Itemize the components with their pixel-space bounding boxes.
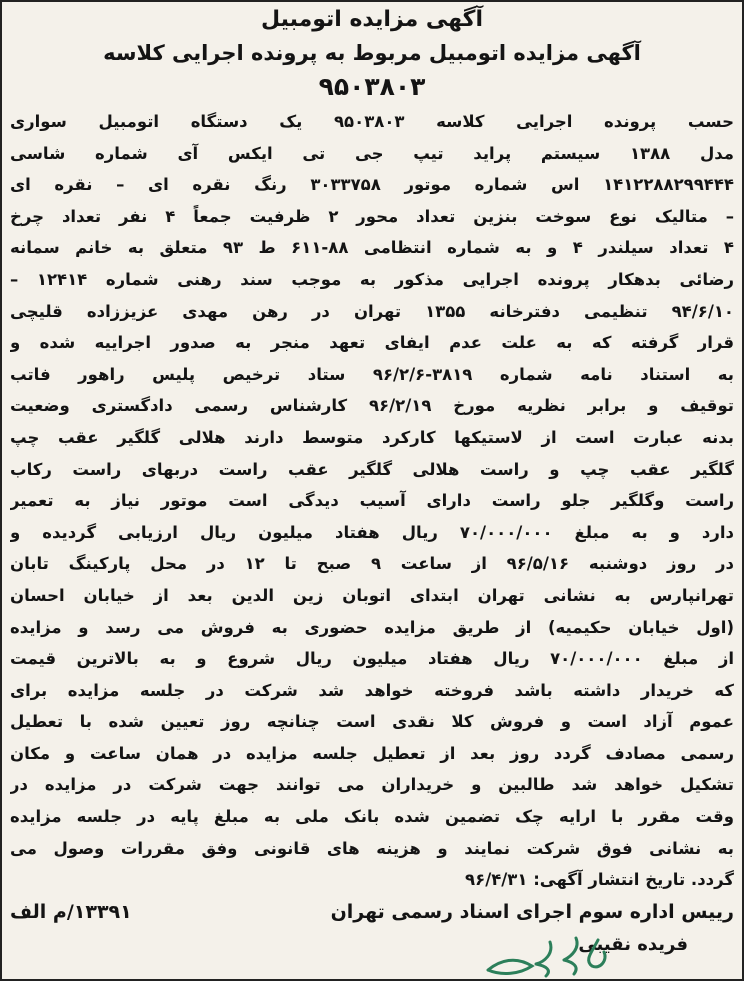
body-line: ۱۴۱۲۲۸۸۲۹۹۴۴۴ اس شماره موتور ۳۰۳۳۷۵۸ رنگ نقره ای – نقره ای — [10, 175, 734, 195]
body-line: (اول خیابان حکیمیه) از طریق مزایده حضوری به فروش می رسد و مزایده — [10, 617, 734, 637]
notice-body — [10, 106, 734, 896]
body-line: حسب پرونده اجرایی کلاسه ۹۵۰۳۸۰۳ یک دستگاه اتومبیل سواری — [10, 112, 734, 131]
reference-number: ۱۳۳۹۱/م الف — [10, 900, 132, 923]
body-line-publish-date: گردد. تاریخ انتشار آگهی: ۹۶/۴/۳۱ — [465, 870, 734, 890]
body-line: گلگیر عقب چپ و راست هلالی گلگیر عقب راست دربهای راست رکاب — [10, 459, 734, 479]
signature-name: فریده نقیبی — [578, 933, 688, 955]
case-number: ۹۵۰۳۸۰۳ — [318, 72, 426, 101]
body-line: – متالیک نوع سوخت بنزین تعداد محور ۲ ظرفیت جمعاً ۴ نفر تعداد چرخ — [10, 206, 734, 226]
body-line: رسمی مصادف گردد روز بعد از تعطیل جلسه مزایده در همان ساعت و مکان — [10, 743, 734, 763]
body-line: تشکیل خواهد شد طالبین و خریداران می توانند جهت شرکت در مزایده در — [10, 775, 734, 795]
body-line: به استناد نامه شماره ۳۸۱۹-۹۶/۲/۶ ستاد ترخیص پلیس راهور فاتب — [10, 364, 734, 384]
signature-row — [10, 896, 734, 928]
notice-subtitle: آگهی مزایده اتومبیل مربوط به پرونده اجرایی کلاسه — [103, 41, 641, 65]
body-line: عموم آزاد است و فروش کلا نقدی است چنانچه روز تعیین شده با تعطیل — [10, 712, 734, 732]
body-line: مدل ۱۳۸۸ سیستم پراید تیپ جی تی ایکس آی شماره شاسی — [10, 143, 734, 163]
body-line: توقیف و برابر نظریه مورخ ۹۶/۲/۱۹ کارشناس رسمی دادگستری وضعیت — [10, 396, 734, 416]
notice-content — [10, 4, 734, 962]
body-line: ۹۴/۶/۱۰ تنظیمی دفترخانه ۱۳۵۵ تهران در رهن مهدی عزیززاده قلیچی — [10, 301, 734, 321]
body-line: در روز دوشنبه ۹۶/۵/۱۶ از ساعت ۹ صبح تا ۱۲ در محل پارکینگ تابان — [10, 554, 734, 574]
body-line: راست وگلگیر جلو راست دارای آسیب دیدگی است موتور نیاز به تعمیر — [10, 491, 734, 511]
body-line: ۴ تعداد سیلندر ۴ و به شماره انتظامی ۸۸-۶۱۱ ط ۹۳ متعلق به خانم سمانه — [10, 238, 734, 258]
body-line: تهرانپارس به نشانی تهران ابتدای اتوبان زین الدین بعد از خیابان احسان — [10, 585, 734, 605]
body-line: رضائی بدهکار پرونده اجرایی مذکور به موجب سند رهنی شماره ۱۲۴۱۴ – — [10, 269, 734, 289]
body-line: از مبلغ ۷۰/۰۰۰/۰۰۰ ریال هفتاد میلیون ریال شروع و به بالاترین قیمت — [10, 649, 734, 669]
body-line: دارد و به مبلغ ۷۰/۰۰۰/۰۰۰ ریال هفتاد میلیون ریال ارزیابی گردیده و — [10, 522, 734, 542]
body-line: به نشانی فوق شرکت نمایند و هزینه های قانونی وفق مقررات وصول می — [10, 838, 734, 858]
notice-title: آگهی مزایده اتومبیل — [260, 7, 484, 32]
signature-title: رییس اداره سوم اجرای اسناد رسمی تهران — [330, 900, 734, 923]
body-line: قرار گرفته که به علت عدم ایفای تعهد منجر به صدور اجراییه شده و — [10, 333, 734, 353]
body-line: که خریدار داشته باشد فروخته خواهد شد شرکت در جلسه مزایده برای — [10, 680, 734, 700]
body-line: وقت مقرر با ارایه چک تضمین شده بانک ملی به مبلغ پایه در جلسه مزایده — [10, 807, 734, 827]
body-line: بدنه عبارت است از لاستیکها کارکرد متوسط دارند هلالی گلگیر عقب چپ — [10, 427, 734, 447]
handwritten-number-mark — [480, 930, 610, 978]
